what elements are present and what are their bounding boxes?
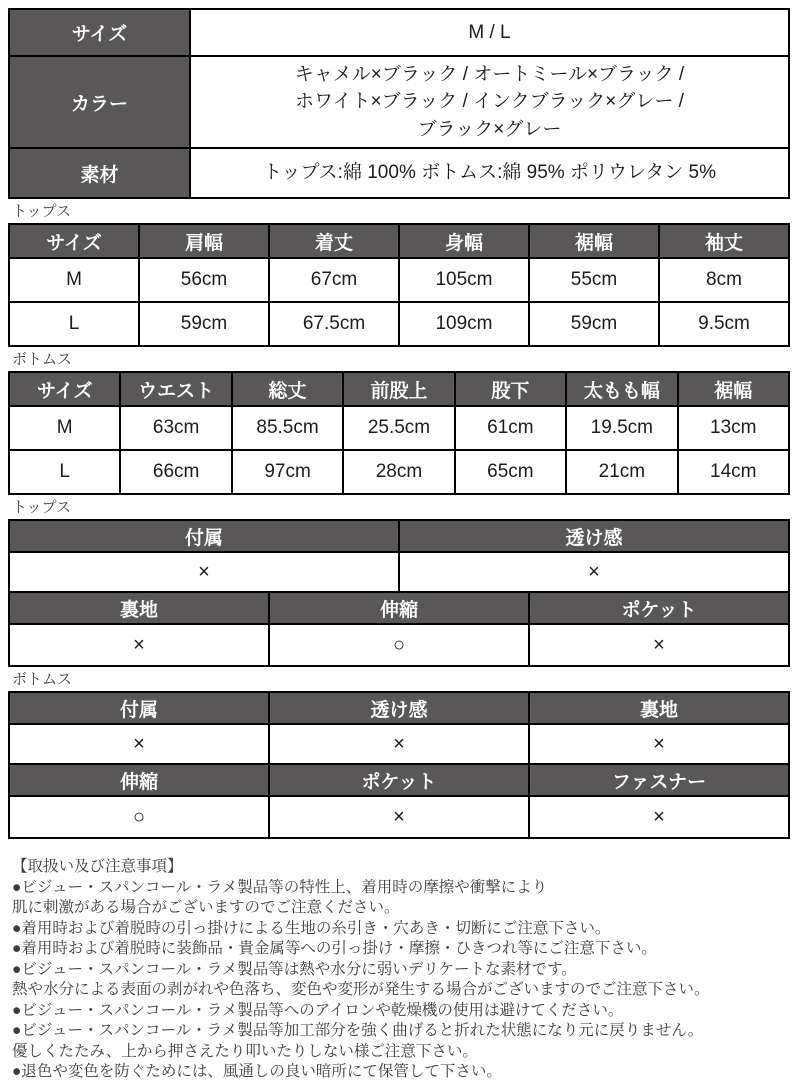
size-col-header: 総丈 [232,372,343,406]
feature-value-cell: × [530,797,788,837]
size-col-header: 袖丈 [659,224,789,258]
size-value-cell: 8cm [659,258,789,302]
color-line: ブラック×グレー [417,118,562,140]
size-col-header: 着丈 [269,224,399,258]
size-value-cell: 65cm [455,450,566,494]
size-col-header: サイズ [9,224,139,258]
size-value-cell: 97cm [232,450,343,494]
tops-features-header-row-1 [10,521,788,553]
note-line: ●着用時および着脱時に装飾品・貴金属等への引っ掛け・摩擦・ひきつれ等にご注意下さい。 [12,940,657,957]
size-value-cell: 9.5cm [659,302,789,346]
tops-features-section-label: トップス [12,499,71,516]
feature-header-cell: ポケット [530,593,788,625]
tops-features-value-row-2 [10,625,788,665]
bottoms-size-row-l [9,450,789,494]
tops-size-row-l [9,302,789,346]
info-material-value: トップス:綿 100% ボトムス:綿 95% ポリウレタン 5% [190,148,789,198]
bottoms-features-value-row-2 [10,797,788,837]
feature-value-cell: × [10,625,270,665]
info-material-label: 素材 [9,148,190,198]
feature-value-cell: × [270,725,530,765]
size-col-header: 太もも幅 [566,372,677,406]
info-color-label: カラー [9,56,190,148]
size-value-cell: M [9,406,120,450]
size-col-header: サイズ [9,372,120,406]
size-col-header: 身幅 [399,224,529,258]
feature-header-cell: 伸縮 [270,593,530,625]
feature-value-cell: ○ [10,797,270,837]
note-line: ●ビジュー・スパンコール・ラメ製品等加工部分を強く曲げると折れた状態になり元に戻りません。 [12,1022,704,1039]
size-value-cell: 85.5cm [232,406,343,450]
color-line: キャメル×ブラック / オートミール×ブラック / [294,63,685,85]
info-row-size [9,9,789,56]
size-value-cell: 19.5cm [566,406,677,450]
feature-value-cell: × [400,553,788,593]
feature-header-cell: 伸縮 [10,765,270,797]
bottoms-size-table [8,371,790,495]
size-value-cell: 59cm [139,302,269,346]
size-value-cell: L [9,302,139,346]
bottoms-features-header-row-1 [10,693,788,725]
size-value-cell: 63cm [120,406,231,450]
tops-features-header-row-2 [10,593,788,625]
note-line: ●退色や変色を防ぐためには、風通しの良い暗所にて保管して下さい。 [12,1063,502,1080]
feature-header-cell: 透け感 [400,521,788,553]
size-value-cell: 61cm [455,406,566,450]
size-value-cell: 25.5cm [343,406,454,450]
info-size-label: サイズ [9,9,190,56]
bottoms-size-header-row [9,372,789,406]
note-line: 優しくたたみ、上から押さえたり叩いたりしない様ご注意下さい。 [12,1042,478,1060]
note-line: 肌に刺激がある場合がございますのでご注意ください。 [12,899,400,916]
feature-value-cell: × [10,553,400,593]
size-value-cell: 66cm [120,450,231,494]
info-size-value: M / L [190,9,789,56]
color-line: ホワイト×ブラック / インクブラック×グレー / [295,91,684,113]
feature-value-cell: × [10,725,270,765]
note-line: ●ビジュー・スパンコール・ラメ製品等は熱や水分に弱いデリケートな素材です。 [12,960,577,978]
info-row-material [9,148,789,198]
tops-size-table [8,223,790,347]
size-value-cell: M [9,258,139,302]
care-notes-section [12,857,790,1083]
info-color-value [190,56,789,148]
size-col-header: ウエスト [120,372,231,406]
bottoms-features-section-label: ボトムス [12,671,73,688]
size-value-cell: 21cm [566,450,677,494]
size-value-cell: 59cm [529,302,659,346]
note-line: ●着用時および着脱時の引っ掛けによる生地の糸引き・穴あき・切断にご注意下さい。 [12,919,611,937]
tops-size-row-m [9,258,789,302]
size-value-cell: 67.5cm [269,302,399,346]
feature-header-cell: ファスナー [530,765,788,797]
size-col-header: 肩幅 [139,224,269,258]
bottoms-size-section-label: ボトムス [12,351,73,368]
bottoms-features-header-row-2 [10,765,788,797]
bottoms-features-value-row-1 [10,725,788,765]
note-line: ●ビジュー・スパンコール・ラメ製品等の特性上、着用時の摩擦や衝撃により [12,878,548,896]
size-col-header: 裾幅 [529,224,659,258]
tops-size-section-label: トップス [12,203,71,220]
size-col-header: 股下 [455,372,566,406]
feature-header-cell: 裏地 [10,593,270,625]
feature-value-cell: × [530,625,788,665]
size-value-cell: 13cm [678,406,789,450]
feature-header-cell: 付属 [10,521,400,553]
size-value-cell: 28cm [343,450,454,494]
size-col-header: 前股上 [343,372,454,406]
feature-value-cell: × [530,725,788,765]
info-row-color [9,56,789,148]
feature-header-cell: 透け感 [270,693,530,725]
tops-size-header-row [9,224,789,258]
note-line: ●ビジュー・スパンコール・ラメ製品等へのアイロンや乾燥機の使用は避けてください。 [12,1001,624,1019]
note-line: 熱や水分による表面の剥がれや色落ち、変色や変形が発生する場合がございますのでご注意下さい。 [12,981,710,998]
size-value-cell: 109cm [399,302,529,346]
product-info-table [8,8,790,199]
size-value-cell: 56cm [139,258,269,302]
feature-header-cell: 付属 [10,693,270,725]
size-value-cell: L [9,450,120,494]
tops-features-table [8,519,790,667]
tops-features-value-row-1 [10,553,788,593]
size-value-cell: 105cm [399,258,529,302]
size-value-cell: 67cm [269,258,399,302]
size-value-cell: 55cm [529,258,659,302]
bottoms-size-row-m [9,406,789,450]
care-notes-title: 【取扱い及び注意事項】 [12,858,183,875]
bottoms-features-table [8,691,790,839]
feature-header-cell: ポケット [270,765,530,797]
size-value-cell: 14cm [678,450,789,494]
feature-value-cell: × [270,797,530,837]
feature-header-cell: 裏地 [530,693,788,725]
feature-value-cell: ○ [270,625,530,665]
size-col-header: 裾幅 [678,372,789,406]
